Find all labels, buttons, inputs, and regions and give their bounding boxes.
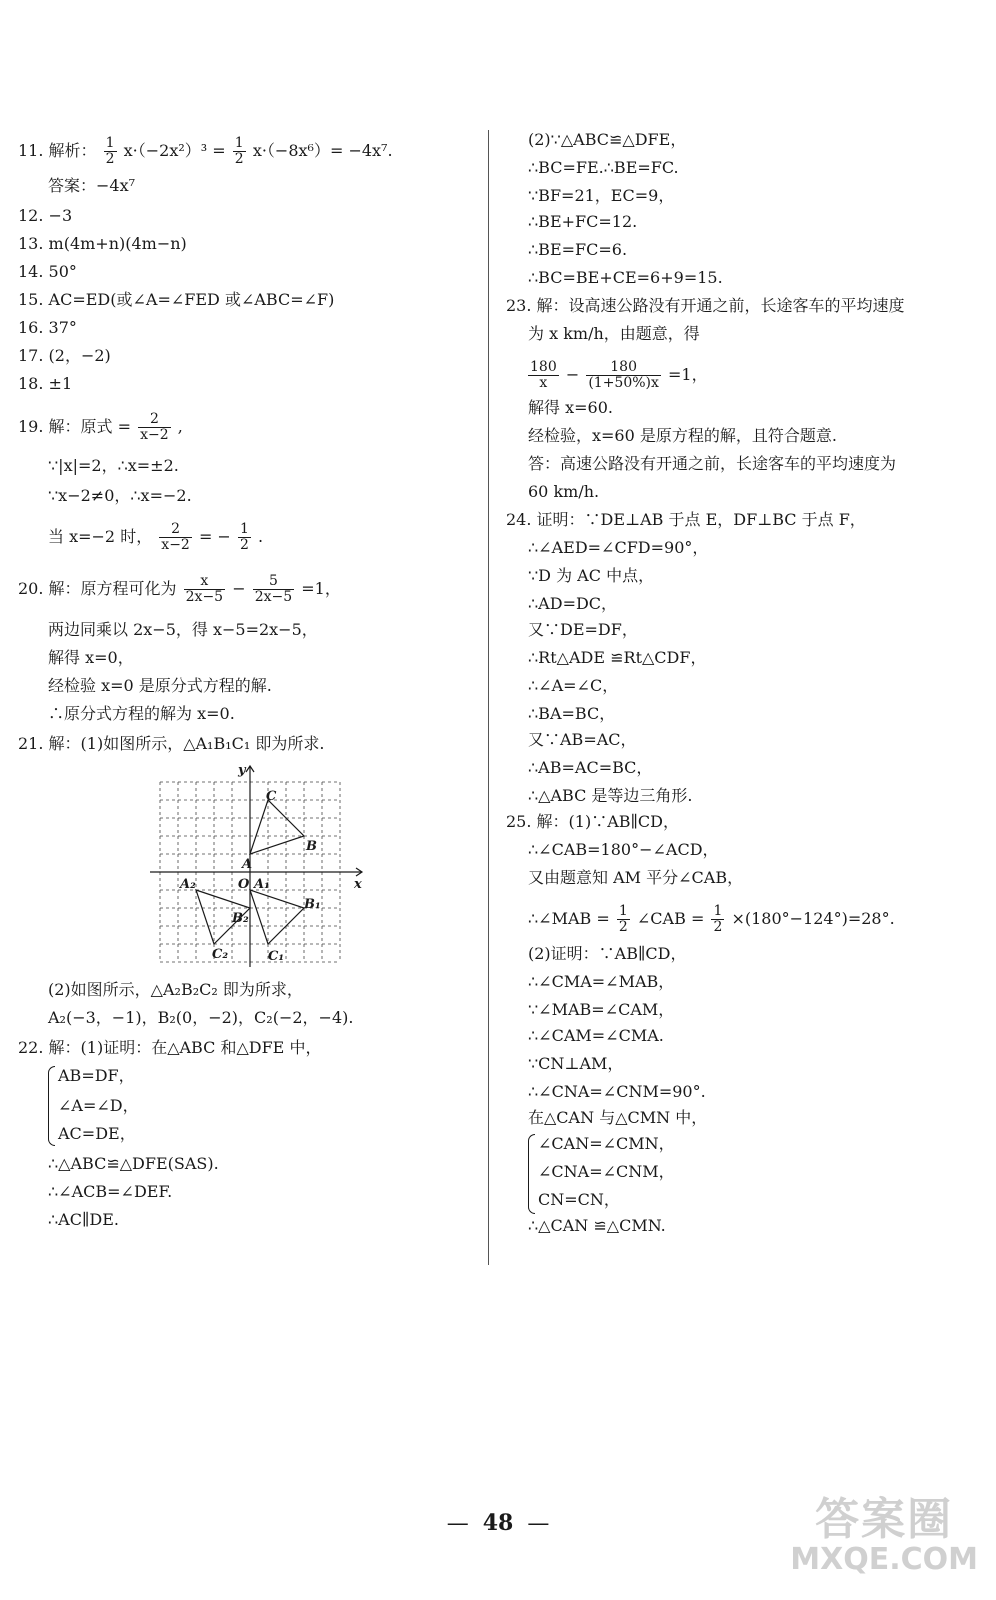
point-a-label: A xyxy=(242,857,253,872)
coordinate-grid-svg xyxy=(150,762,370,972)
origin-label: O xyxy=(238,877,250,892)
answer-24-line9: 又∵AB=AC， xyxy=(528,730,637,749)
point-c2-label: C₂ xyxy=(212,947,229,962)
answer-12: 12. −3 xyxy=(18,206,73,225)
answer-13: 13. m(4m+n)(4m−n) xyxy=(18,234,187,253)
answer-25-line13: ∴△CAN ≌△CMN. xyxy=(528,1216,666,1235)
answer-25-line5: (2)证明：∵AB∥CD， xyxy=(528,944,687,963)
point-a2-label: A₂ xyxy=(180,877,196,892)
answer-21-line3: A₂(−3，−1)，B₂(0，−2)，C₂(−2，−4). xyxy=(48,1008,354,1027)
answer-25-line7: ∵∠MAB=∠CAM， xyxy=(528,1000,675,1019)
fraction: $\frac{2}{x-2}$ xyxy=(161,521,190,553)
answer-22-brace2: ∠A=∠D， xyxy=(58,1096,139,1115)
answer-25-line11: 在△CAN 与△CMN 中， xyxy=(528,1108,708,1127)
answer-25-line3: 又由题意知 AM 平分∠CAB， xyxy=(528,868,744,887)
answer-20-line5: ∴原分式方程的解为 x=0. xyxy=(48,704,235,723)
answer-24-line1: 24. 证明：∵DE⊥AB 于点 E，DF⊥BC 于点 F， xyxy=(506,510,866,529)
answer-25-line9: ∵CN⊥AM， xyxy=(528,1054,624,1073)
answer-22-r5: ∴BE=FC=6. xyxy=(528,240,628,259)
point-b2-label: B₂ xyxy=(232,911,249,926)
fraction-half: $\frac{1}{2}$ xyxy=(234,135,244,167)
answer-22-r6: ∴BC=BE+CE=6+9=15. xyxy=(528,268,723,287)
answer-21-line1: 21. 解：(1)如图所示，△A₁B₁C₁ 即为所求. xyxy=(18,734,325,753)
answer-20-line2: 两边同乘以 2x−5，得 x−5=2x−5， xyxy=(48,620,318,639)
fraction: $\frac{x}{2x-5}$ xyxy=(185,573,224,605)
fraction: $\frac{180}{(1+50\%)x}$ xyxy=(588,359,659,391)
axes xyxy=(150,766,362,967)
answer-19-line2: ∵|x|=2，∴x=±2. xyxy=(48,456,179,475)
x-axis-label: x xyxy=(354,877,362,892)
answer-11-line xyxy=(18,136,393,167)
answer-22-r3: ∵BF=21，EC=9， xyxy=(528,186,675,205)
answer-25-line1: 25. 解：(1)∵AB∥CD， xyxy=(506,812,679,831)
watermark-logo: 答案圈 MXQE.COM xyxy=(790,1494,978,1577)
point-b1-label: B₁ xyxy=(304,897,321,912)
answer-11-head: 11. 解析： xyxy=(18,141,97,160)
y-axis-label: y xyxy=(238,763,246,778)
system-brace xyxy=(528,1134,535,1214)
answer-24-line8: ∴BA=BC， xyxy=(528,704,616,723)
answer-22-line6: ∴∠ACB=∠DEF. xyxy=(48,1182,173,1201)
answer-22-line5: ∴△ABC≌△DFE(SAS). xyxy=(48,1154,219,1173)
answer-25-line4: ∴∠MAB = $\frac{1}{2}$ ∠CAB = $\frac{1}{2}$ ×(180°−124°)=28°. xyxy=(528,903,895,935)
fraction-half: $\frac{1}{2}$ xyxy=(618,903,628,935)
answer-24-line7: ∴∠A=∠C， xyxy=(528,676,619,695)
answer-24-line3: ∵D 为 AC 中点， xyxy=(528,566,655,585)
fraction: $\frac{5}{2x-5}$ xyxy=(254,573,293,605)
fraction-half: $\frac{1}{2}$ xyxy=(105,135,115,167)
answer-18: 18. ±1 xyxy=(18,374,73,393)
answer-22-brace3: AC=DE， xyxy=(58,1124,136,1143)
answer-15: 15. AC=ED(或∠A=∠FED 或∠ABC=∠F) xyxy=(18,290,335,309)
answer-25-brace2: ∠CNA=∠CNM， xyxy=(538,1162,675,1181)
answer-19-line1: 19. 解：原式 = $\frac{2}{x-2}$ , xyxy=(18,411,183,443)
answer-22-r1: (2)∵△ABC≌△DFE， xyxy=(528,130,687,149)
fraction-half: $\frac{1}{2}$ xyxy=(713,903,723,935)
answer-19-line3: ∵x−2≠0，∴x=−2. xyxy=(48,486,192,505)
answer-24-line11: ∴△ABC 是等边三角形. xyxy=(528,786,693,805)
answer-11-mid1: x·（−2x²）³ = xyxy=(123,141,226,160)
answer-25-line2: ∴∠CAB=180°−∠ACD， xyxy=(528,840,719,859)
answer-20-line4: 经检验 x=0 是原分式方程的解. xyxy=(48,676,272,695)
answer-19-line4: 当 x=−2 时， $\frac{2}{x-2}$ = − $\frac{1}{2}$ . xyxy=(48,521,264,553)
answer-24-line4: ∴AD=DC， xyxy=(528,594,618,613)
answer-22-r2: ∴BC=FE.∴BE=FC. xyxy=(528,158,679,177)
answer-24-line10: ∴AB=AC=BC， xyxy=(528,758,653,777)
answer-11-mid2: x·（−8x⁶）= −4x⁷. xyxy=(252,141,393,160)
fraction: $\frac{180}{x}$ xyxy=(530,359,557,391)
answer-23-line7: 60 km/h. xyxy=(528,482,600,501)
point-a1-label: A₁ xyxy=(254,877,270,892)
answer-25-brace3: CN=CN， xyxy=(538,1190,620,1209)
answer-20-line1: 20. 解：原方程可化为 $\frac{x}{2x-5}$ − $\frac{5}{2x-5}$ =1， xyxy=(18,573,341,605)
triangle-abc xyxy=(250,800,304,854)
answer-21-line2: (2)如图所示，△A₂B₂C₂ 即为所求， xyxy=(48,980,303,999)
point-b-label: B xyxy=(306,839,317,854)
answer-23-line2: 为 x km/h，由题意，得 xyxy=(528,324,700,343)
answer-22-line1: 22. 解：(1)证明：在△ABC 和△DFE 中， xyxy=(18,1038,322,1057)
answer-22-brace1: AB=DF， xyxy=(58,1066,135,1085)
triangle-a1b1c1 xyxy=(250,890,304,944)
answer-20-line3: 解得 x=0， xyxy=(48,648,134,667)
answer-24-line6: ∴Rt△ADE ≌Rt△CDF， xyxy=(528,648,707,667)
answer-23-equation: $\frac{180}{x}$ − $\frac{180}{(1+50\%)x}$ =1， xyxy=(530,359,708,391)
coordinate-figure xyxy=(150,762,370,976)
page-number: — 48 — xyxy=(446,1510,550,1536)
point-c1-label: C₁ xyxy=(268,949,285,964)
answer-25-line10: ∴∠CNA=∠CNM=90°. xyxy=(528,1082,706,1101)
answer-23-line1: 23. 解：设高速公路没有开通之前，长途客车的平均速度 xyxy=(506,296,905,315)
answer-25-line8: ∴∠CAM=∠CMA. xyxy=(528,1026,664,1045)
answer-23-line4: 解得 x=60. xyxy=(528,398,613,417)
answer-17: 17. (2，−2) xyxy=(18,346,111,365)
fraction: $\frac{1}{2}$ xyxy=(239,521,249,553)
answer-24-line2: ∴∠AED=∠CFD=90°， xyxy=(528,538,709,557)
answer-16: 16. 37° xyxy=(18,318,77,337)
answer-24-line5: 又∵DE=DF， xyxy=(528,620,638,639)
answer-22-r4: ∴BE+FC=12. xyxy=(528,212,638,231)
answer-14: 14. 50° xyxy=(18,262,77,281)
point-c-label: C xyxy=(266,789,277,804)
fraction: $\frac{2}{x-2}$ xyxy=(140,411,169,443)
system-brace xyxy=(48,1066,55,1146)
answer-11-answer: 答案：−4x⁷ xyxy=(48,176,136,195)
answer-25-brace1: ∠CAN=∠CMN， xyxy=(538,1134,675,1153)
column-divider xyxy=(488,130,489,1265)
answer-23-line5: 经检验，x=60 是原方程的解，且符合题意. xyxy=(528,426,837,445)
answer-25-line6: ∴∠CMA=∠MAB， xyxy=(528,972,675,991)
answer-22-line7: ∴AC∥DE. xyxy=(48,1210,119,1229)
answer-23-line6: 答：高速公路没有开通之前，长途客车的平均速度为 xyxy=(528,454,897,473)
